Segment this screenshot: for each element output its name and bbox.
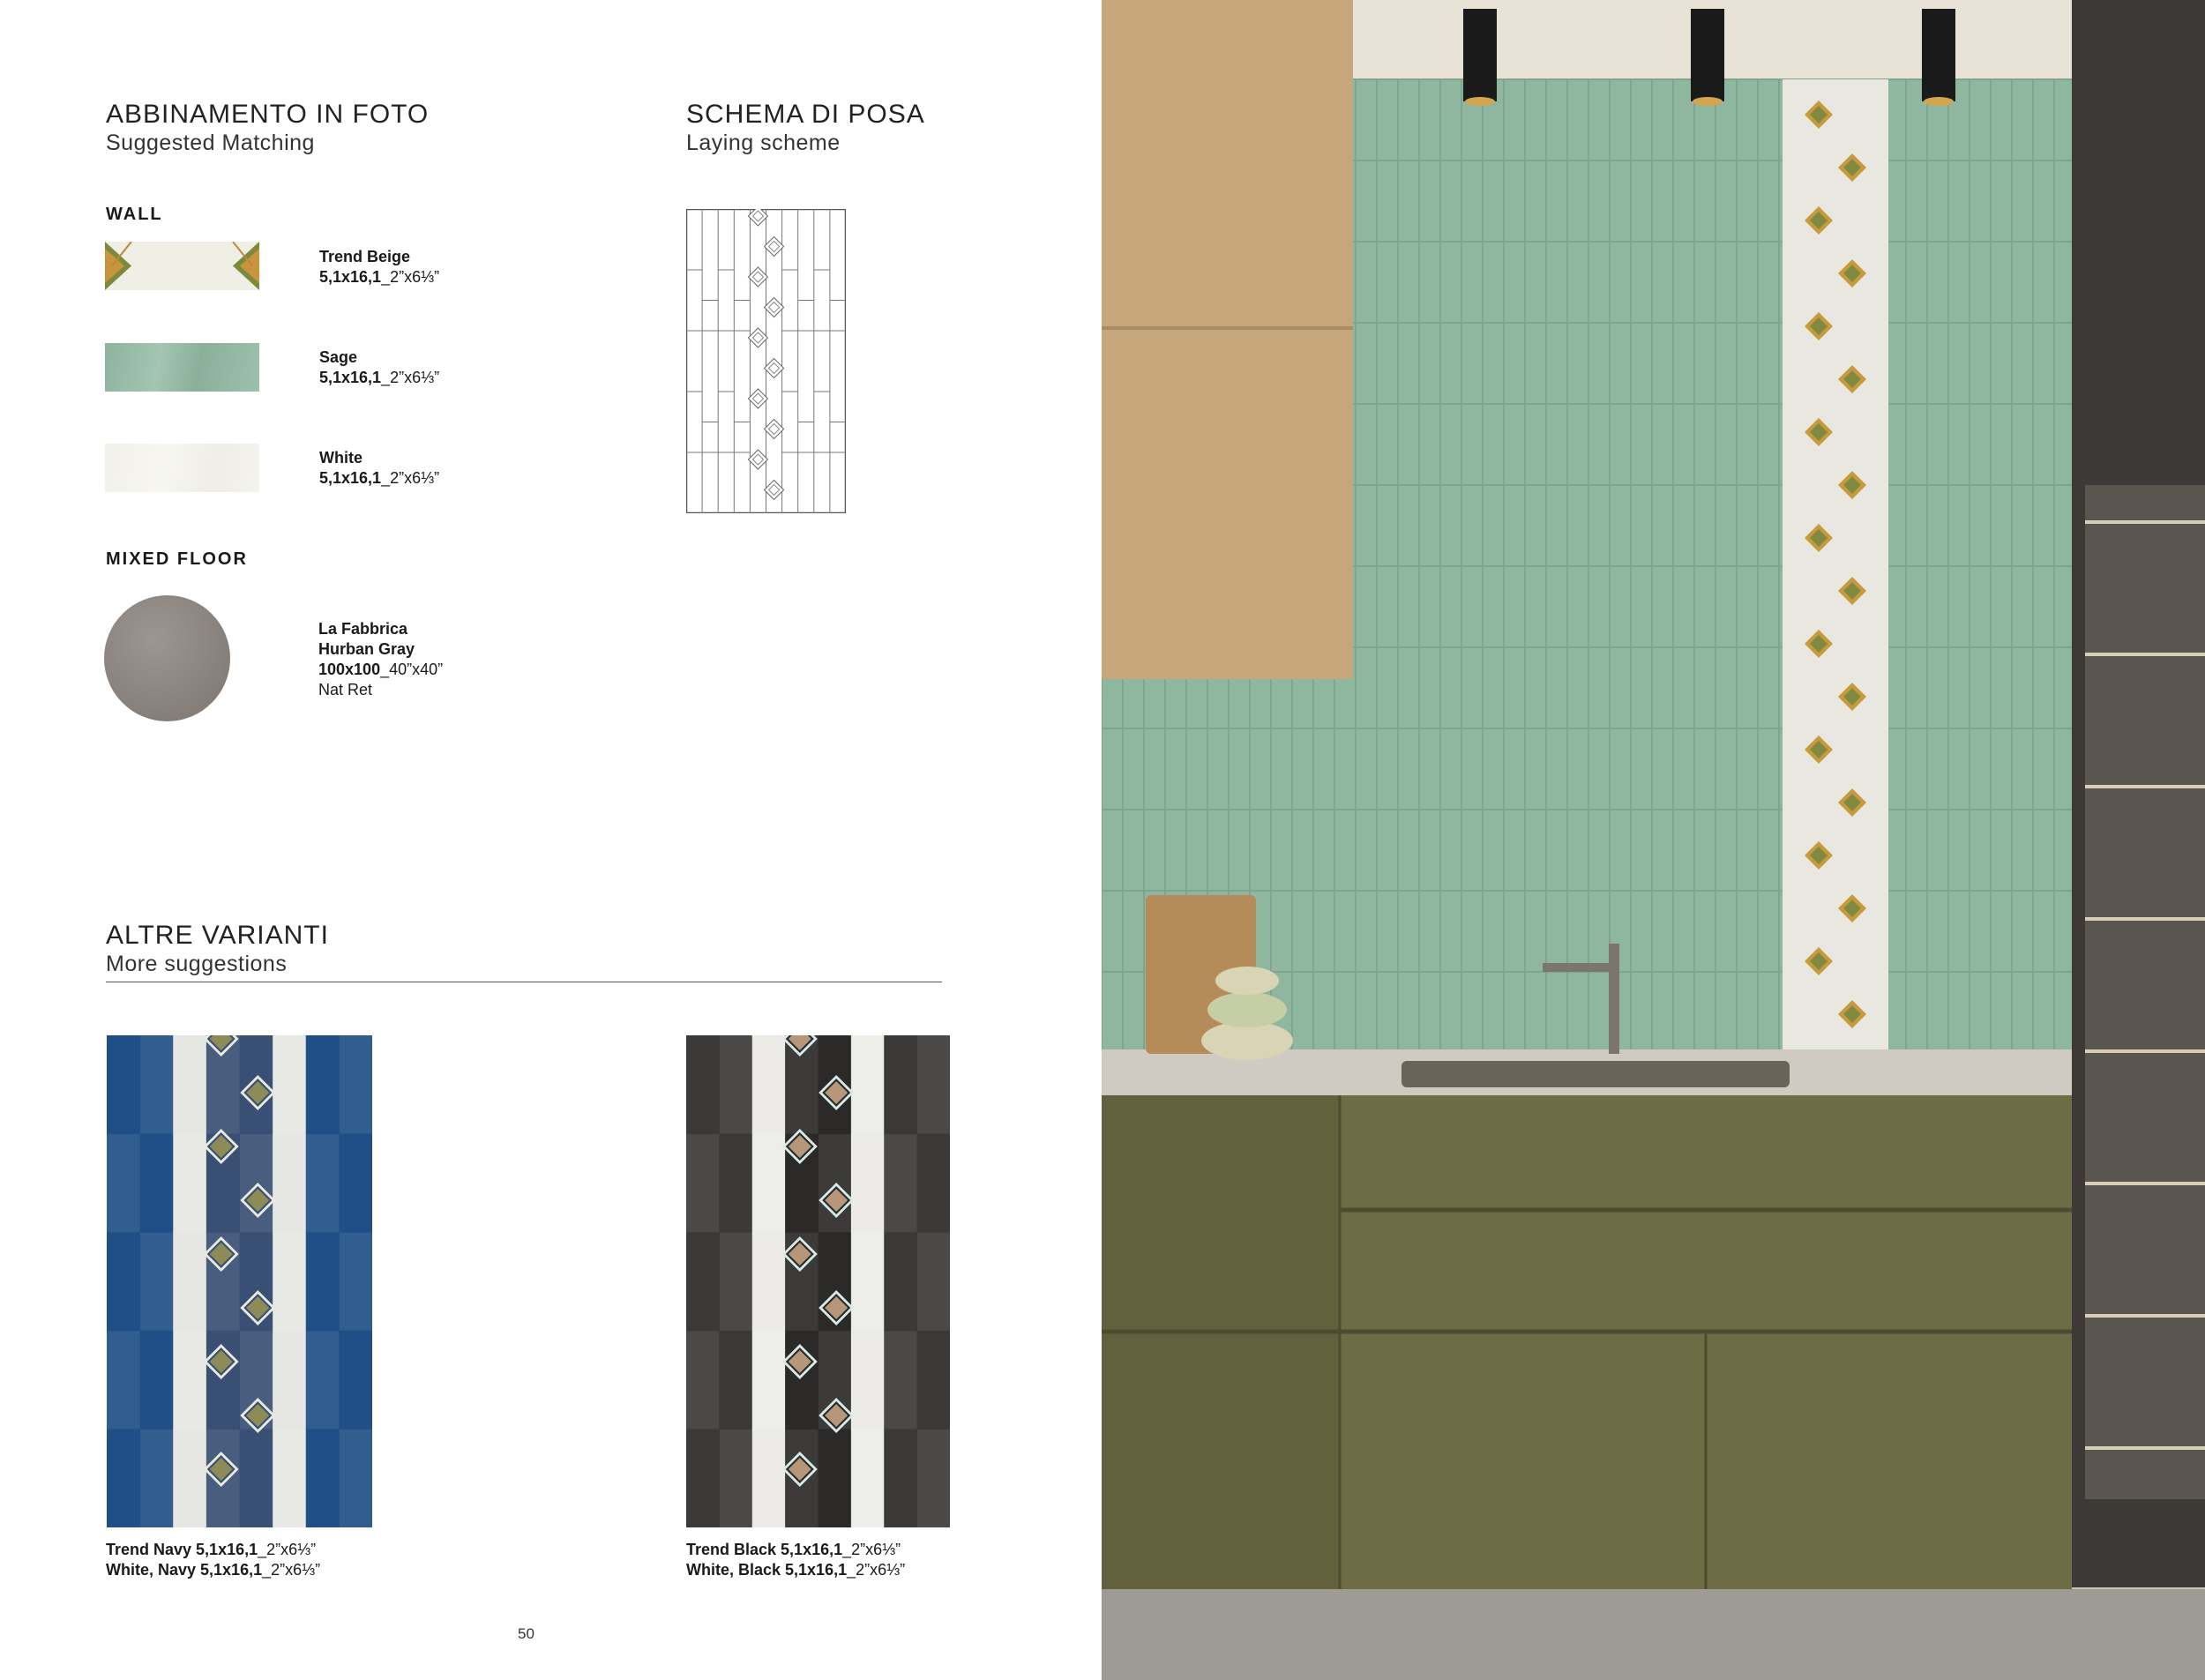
variant-tile (306, 1035, 340, 1134)
variant-tile (752, 1429, 786, 1527)
variant-tile (851, 1429, 885, 1527)
variant-tile (107, 1429, 140, 1527)
variant-tile (107, 1035, 140, 1134)
variant-tile (851, 1331, 885, 1430)
sink (1401, 1061, 1790, 1087)
trend-beige-name: Trend Beige (319, 248, 411, 265)
white-swatch (105, 444, 259, 492)
shelf (2085, 1182, 2205, 1185)
upper-cabinet-gap (1102, 326, 1353, 330)
variant-tile (273, 1232, 306, 1331)
variant-tile (851, 1232, 885, 1331)
variant-tile (884, 1134, 917, 1233)
variant-tile (306, 1429, 340, 1527)
laying-scheme-title: SCHEMA DI POSA (686, 100, 925, 129)
ceiling-light-glow (1924, 97, 1954, 106)
variant-tile (140, 1429, 174, 1527)
variant-tile (818, 1134, 852, 1233)
variant-tile (719, 1134, 752, 1233)
variant-tile (917, 1429, 950, 1527)
variant-tile (884, 1035, 917, 1134)
suggested-matching-title: ABBINAMENTO IN FOTO (106, 100, 430, 129)
suggested-matching-subtitle: Suggested Matching (106, 131, 315, 155)
variants-subtitle: More suggestions (106, 952, 288, 976)
variant-tile (851, 1134, 885, 1233)
variant-tile (206, 1331, 240, 1430)
navy-caption-line1-bold: Trend Navy 5,1x16,1 (106, 1541, 258, 1558)
decor-column (1783, 79, 1888, 1049)
variant-tile (339, 1134, 372, 1233)
black-variant-caption (686, 1540, 905, 1580)
variant-tile (173, 1134, 206, 1233)
sage-swatch (105, 343, 259, 392)
white-size-imperial: _2”x6⅓” (381, 469, 440, 487)
variant-tile (917, 1035, 950, 1134)
floor-info (318, 619, 443, 700)
page-number: 50 (518, 1625, 534, 1642)
laying-scheme-subtitle: Laying scheme (686, 131, 841, 155)
floor-name-line1: La Fabbrica (318, 620, 408, 638)
variant-tile (273, 1429, 306, 1527)
faucet-spout (1543, 963, 1618, 972)
variant-tile (339, 1331, 372, 1430)
floor-name-line2: Hurban Gray (318, 640, 415, 658)
ceiling-light-glow (1693, 97, 1723, 106)
black-variant-image (686, 1035, 950, 1527)
variant-tile (818, 1429, 852, 1527)
variant-tile (107, 1134, 140, 1233)
black-caption-line1-rest: _2”x6⅓” (842, 1541, 901, 1558)
faucet (1609, 944, 1619, 1054)
variant-tile (140, 1232, 174, 1331)
black-caption-line2-bold: White, Black 5,1x16,1 (686, 1561, 848, 1579)
variant-tile (173, 1232, 206, 1331)
shelf (2085, 785, 2205, 788)
sage-size: 5,1x16,1 (319, 369, 382, 386)
floor-finish: Nat Ret (318, 681, 373, 698)
variant-tile (306, 1134, 340, 1233)
variant-tile (917, 1134, 950, 1233)
variant-tile (719, 1035, 752, 1134)
white-size: 5,1x16,1 (319, 469, 382, 487)
variant-tile (173, 1035, 206, 1134)
navy-caption-line1-rest: _2”x6⅓” (258, 1541, 317, 1558)
variant-tile (752, 1035, 786, 1134)
ceiling-light (1691, 9, 1724, 101)
shelf (2085, 653, 2205, 656)
floor-swatch (104, 595, 230, 721)
floor-size-imperial: _40”x40” (380, 661, 444, 678)
variant-tile (140, 1331, 174, 1430)
variant-tile (273, 1134, 306, 1233)
variant-tile (719, 1232, 752, 1331)
variant-tile (686, 1134, 720, 1233)
ceiling-light (1922, 9, 1955, 101)
ceiling-light (1463, 9, 1497, 101)
trend-beige-size-imperial: _2”x6⅓” (381, 268, 440, 286)
variant-tile (173, 1331, 206, 1430)
variant-tile (273, 1035, 306, 1134)
variant-tile (140, 1035, 174, 1134)
sage-size-imperial: _2”x6⅓” (381, 369, 440, 386)
variant-tile (752, 1134, 786, 1233)
trend-beige-info (319, 247, 439, 287)
laying-scheme-diagram (686, 209, 846, 513)
navy-variant-image (107, 1035, 372, 1527)
variant-tile (339, 1232, 372, 1331)
navy-variant-caption (106, 1540, 320, 1580)
shelf (2085, 520, 2205, 524)
floor (1102, 1589, 2205, 1680)
black-caption-line2-rest: _2”x6⅓” (847, 1561, 906, 1579)
variant-tile (107, 1232, 140, 1331)
variant-tile (884, 1331, 917, 1430)
variant-tile (884, 1232, 917, 1331)
variant-tile (719, 1429, 752, 1527)
variant-tile (719, 1331, 752, 1430)
trend-beige-size: 5,1x16,1 (319, 268, 382, 286)
white-name: White (319, 449, 363, 467)
variant-tile (240, 1134, 273, 1233)
wall-heading: WALL (106, 205, 163, 224)
variant-tile (273, 1331, 306, 1430)
shelf (2085, 917, 2205, 921)
black-caption-line1-bold: Trend Black 5,1x16,1 (686, 1541, 843, 1558)
variant-tile (752, 1331, 786, 1430)
navy-caption-line2-rest: _2”x6⅓” (262, 1561, 321, 1579)
glass-shelving (2085, 485, 2205, 1499)
variant-tile (785, 1331, 818, 1430)
variant-tile (306, 1232, 340, 1331)
variant-tile (851, 1035, 885, 1134)
sage-name: Sage (319, 348, 358, 366)
variant-tile (686, 1331, 720, 1430)
floor-size: 100x100 (318, 661, 381, 678)
variant-tile (107, 1331, 140, 1430)
variant-tile (339, 1035, 372, 1134)
bowl (1207, 992, 1287, 1027)
trend-beige-swatch (105, 242, 259, 290)
bowl (1215, 967, 1279, 995)
shelf (2085, 1049, 2205, 1053)
upper-cabinet (1102, 0, 1353, 679)
kitchen-photo (1102, 0, 2205, 1680)
navy-caption-line2-bold: White, Navy 5,1x16,1 (106, 1561, 263, 1579)
shelf (2085, 1314, 2205, 1318)
variant-tile (140, 1134, 174, 1233)
variant-tile (686, 1232, 720, 1331)
white-info (319, 448, 439, 489)
ceiling-light-glow (1465, 97, 1495, 106)
variant-tile (339, 1429, 372, 1527)
variants-title: ALTRE VARIANTI (106, 921, 329, 950)
variant-tile (686, 1035, 720, 1134)
base-cabinet-left (1102, 1095, 1340, 1589)
mixed-floor-heading: MIXED FLOOR (106, 549, 248, 569)
shelf (2085, 1446, 2205, 1450)
variant-tile (173, 1429, 206, 1527)
variant-tile (752, 1232, 786, 1331)
variant-tile (917, 1232, 950, 1331)
variant-tile (686, 1429, 720, 1527)
variant-tile (917, 1331, 950, 1430)
variant-tile (306, 1331, 340, 1430)
sage-info (319, 347, 439, 388)
variant-tile (240, 1429, 273, 1527)
variant-tile (884, 1429, 917, 1527)
